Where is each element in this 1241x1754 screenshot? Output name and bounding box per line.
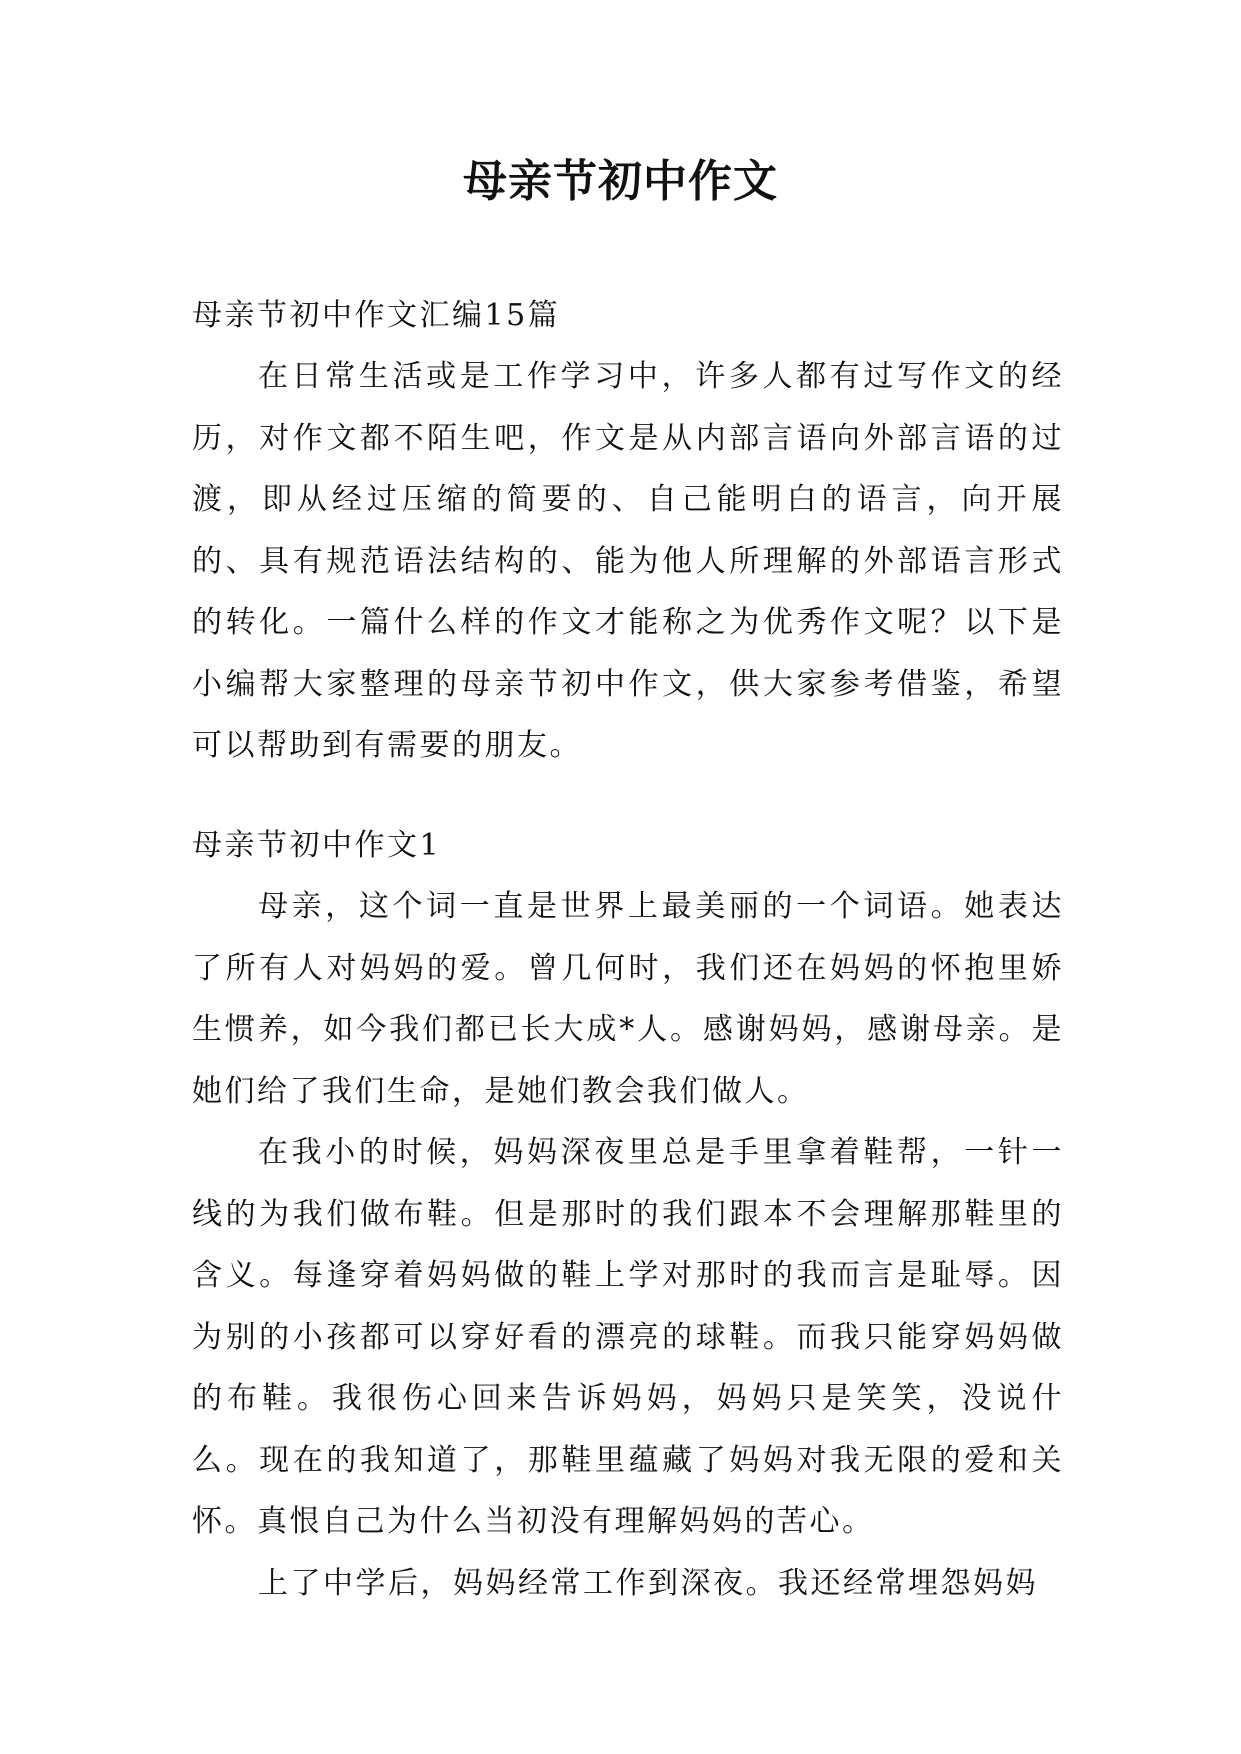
intro-section: [192, 346, 1064, 777]
essay-1-heading: 母亲节初中作文1: [192, 828, 442, 863]
document-title: 母亲节初中作文: [463, 156, 778, 207]
intro-paragraph: 在日常生活或是工作学习中，许多人都有过写作文的经历，对作文都不陌生吧，作文是从内部言语向外部言语的过渡，即从经过压缩的简要的、自己能明白的语言，向开展的、具有规范语法结构的、能为他人所理解的外部语言形式的转化。一篇什么样的作文才能称之为优秀作文呢？以下是小编帮大家整理的母亲节初中作文，供大家参考借鉴，希望可以帮助到有需要的朋友。: [192, 359, 1064, 763]
essay-1-paragraph-2: 在我小的时候，妈妈深夜里总是手里拿着鞋帮，一针一线的为我们做布鞋。但是那时的我们跟本不会理解那鞋里的含义。每逢穿着妈妈做的鞋上学对那时的我而言是耻辱。因为别的小孩都可以穿好看的漂亮的球鞋。而我只能穿妈妈做的布鞋。我很伤心回来告诉妈妈，妈妈只是笑笑，没说什么。现在的我知道了，那鞋里蕴藏了妈妈对我无限的爱和关怀。真恨自己为什么当初没有理解妈妈的苦心。: [192, 1135, 1064, 1539]
essay-1-paragraph-3: 上了中学后，妈妈经常工作到深夜。我还经常埋怨妈妈: [258, 1565, 1038, 1601]
essay-1-paragraph-1: 母亲，这个词一直是世界上最美丽的一个词语。她表达了所有人对妈妈的爱。曾几何时，我们还在妈妈的怀抱里娇生惯养，如今我们都已长大成*人。感谢妈妈，感谢母亲。是她们给了我们生命，是她们教会我们做人。: [192, 889, 1064, 1109]
essay-1-section: [192, 876, 1064, 1614]
intro-heading: 母亲节初中作文汇编15篇: [192, 298, 561, 333]
